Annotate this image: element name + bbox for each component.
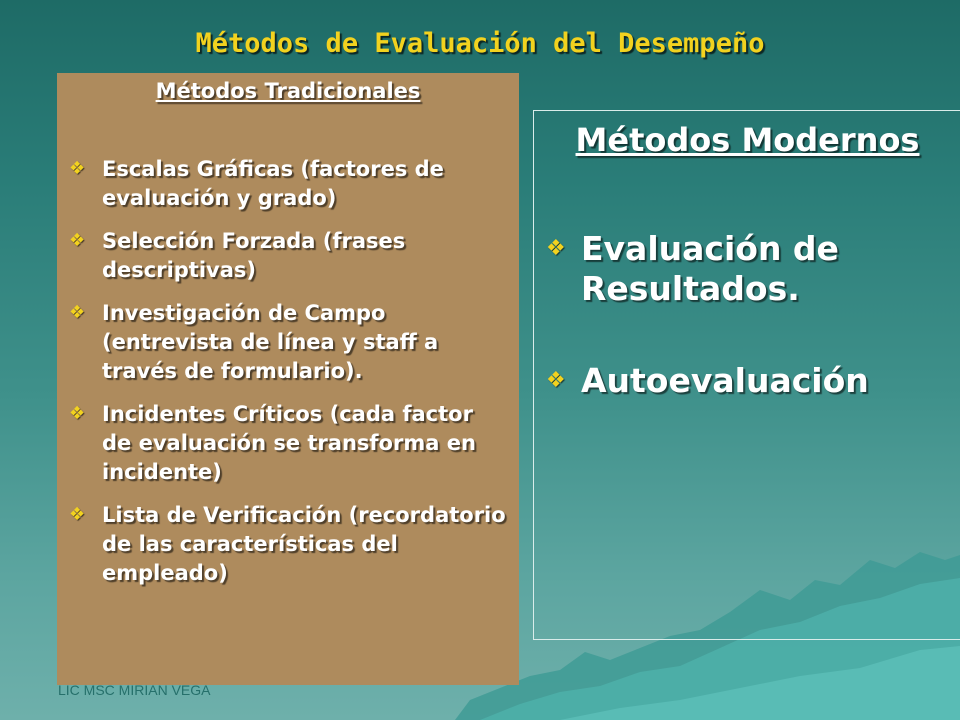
list-item — [546, 361, 956, 401]
list-item — [69, 155, 509, 213]
list-item — [69, 501, 509, 588]
list-item — [69, 227, 509, 285]
diamond-bullet-icon: ❖ — [69, 230, 86, 251]
list-item-text: Escalas Gráficas (factores de evaluación y grado) — [102, 157, 444, 210]
diamond-bullet-icon: ❖ — [546, 368, 566, 393]
slide-title: Métodos de Evaluación del Desempeño — [195, 28, 765, 59]
list-item-text: Lista de Verificación (recordatorio de las características del empleado) — [102, 503, 506, 585]
diamond-bullet-icon: ❖ — [69, 403, 86, 424]
footer-author: LIC MSC MIRIAN VEGA — [58, 682, 211, 698]
diamond-bullet-icon: ❖ — [69, 302, 86, 323]
traditional-methods-heading: Métodos Tradicionales — [155, 79, 421, 103]
traditional-methods-list — [69, 155, 509, 602]
list-item-text: Autoevaluación — [581, 361, 869, 400]
traditional-methods-panel — [57, 73, 519, 685]
list-item — [69, 299, 509, 386]
diamond-bullet-icon: ❖ — [69, 158, 86, 179]
diamond-bullet-icon: ❖ — [69, 504, 86, 525]
modern-methods-panel — [533, 110, 960, 640]
list-item-text: Evaluación de Resultados. — [581, 229, 839, 308]
modern-methods-list — [546, 229, 956, 453]
list-item-text: Incidentes Críticos (cada factor de evaluación se transforma en incidente) — [102, 402, 476, 484]
list-item — [546, 229, 956, 309]
list-item-text: Investigación de Campo (entrevista de línea y staff a través de formulario). — [102, 301, 439, 383]
diamond-bullet-icon: ❖ — [546, 236, 566, 261]
list-item — [69, 400, 509, 487]
list-item-text: Selección Forzada (frases descriptivas) — [102, 229, 406, 282]
modern-methods-heading: Métodos Modernos — [575, 121, 920, 159]
